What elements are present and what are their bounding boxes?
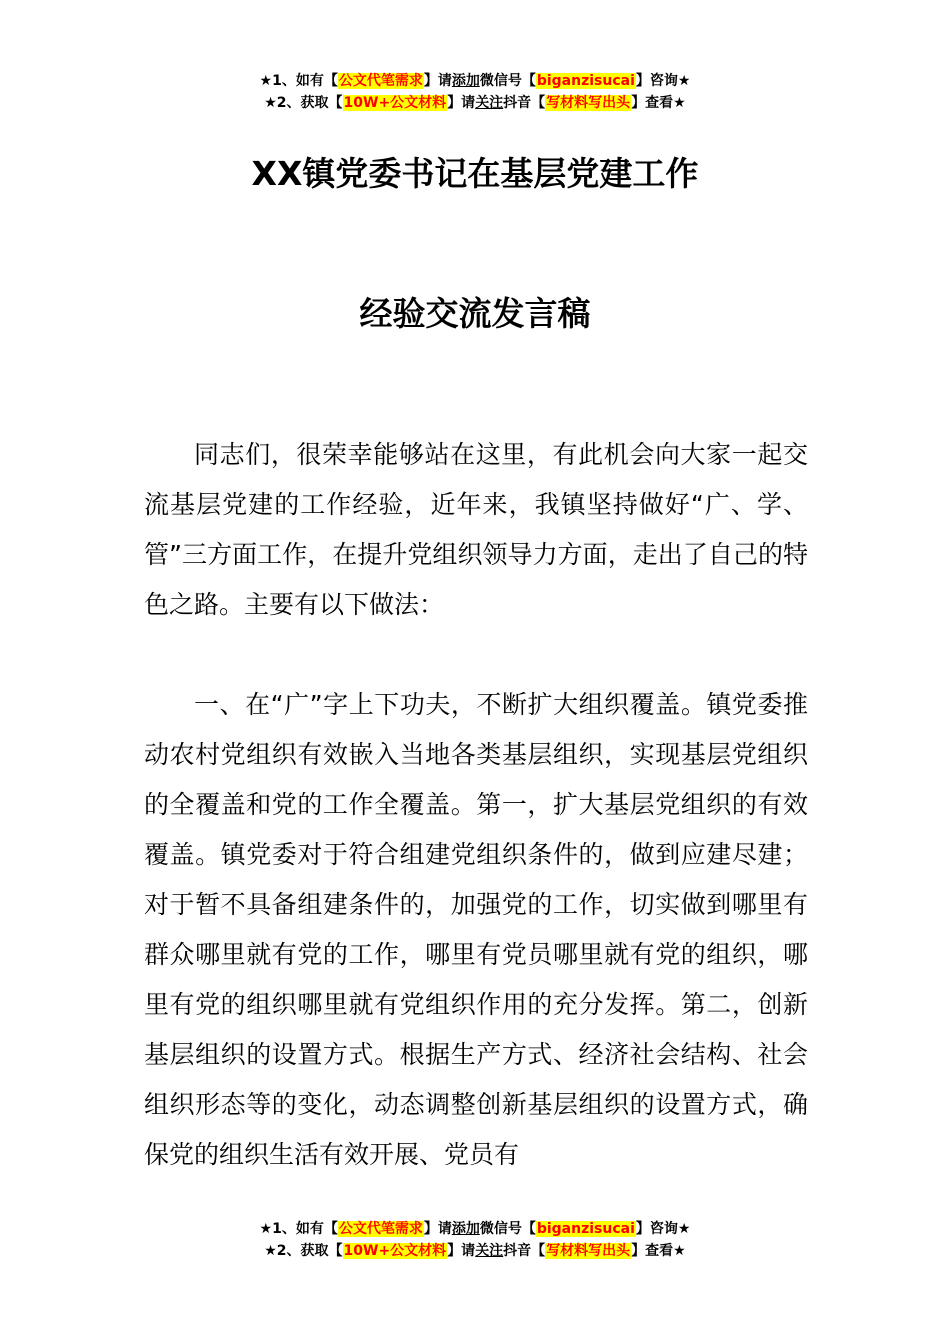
banner-text: 】请	[423, 1221, 452, 1237]
banner-text: 】查看★	[631, 95, 686, 111]
top-banner	[0, 70, 950, 114]
banner-highlight: biganzisucai	[536, 73, 635, 89]
banner-text: 】咨询★	[635, 73, 691, 89]
document-title-line-2: 经验交流发言稿	[359, 294, 591, 333]
banner-highlight: 写材料写出头	[546, 95, 631, 111]
banner-line-1	[0, 1218, 950, 1240]
banner-text: ★2、获取【	[264, 95, 343, 111]
banner-underlined-text: 添加	[451, 73, 480, 89]
banner-highlight: 10W+公文材料	[343, 95, 447, 111]
banner-text: 微信号【	[479, 73, 536, 89]
banner-underlined-text: 关注	[475, 1243, 504, 1259]
banner-text: 抖音【	[503, 95, 546, 111]
banner-highlight: biganzisucai	[536, 1221, 635, 1237]
banner-text: 抖音【	[503, 1243, 546, 1259]
banner-text: ★1、如有【	[259, 73, 338, 89]
bottom-banner	[0, 1218, 950, 1262]
banner-underlined-text: 添加	[451, 1221, 480, 1237]
banner-highlight: 公文代笔需求	[338, 73, 423, 89]
document-title-line-1: XX镇党委书记在基层党建工作	[251, 154, 699, 193]
banner-underlined-text: 关注	[475, 95, 504, 111]
banner-line-1	[0, 70, 950, 92]
banner-line-2	[0, 1240, 950, 1262]
banner-text: 】请	[423, 73, 452, 89]
body-paragraph-2: 一、在“广”字上下功夫，不断扩大组织覆盖。镇党委推动农村党组织有效嵌入当地各类基层组织，实现基层党组织的全覆盖和党的工作全覆盖。第一，扩大基层党组织的有效覆盖。镇党委对于符合组建党组织条件的，做到应建尽建；对于暂不具备组建条件的，加强党的工作，切实做到哪里有群众哪里就有党的工作，哪里有党员哪里就有党的组织，哪里有党的组织哪里就有党组织作用的充分发挥。第二，创新基层组织的设置方式。根据生产方式、经济社会结构、社会组织形态等的变化，动态调整创新基层组织的设置方式，确保党的组织生活有效开展、党员有	[144, 690, 808, 1169]
banner-text: 微信号【	[479, 1221, 536, 1237]
banner-text: 】请	[447, 95, 476, 111]
banner-highlight: 10W+公文材料	[343, 1243, 447, 1259]
banner-highlight: 写材料写出头	[546, 1243, 631, 1259]
banner-text: ★1、如有【	[259, 1221, 338, 1237]
banner-highlight: 公文代笔需求	[338, 1221, 423, 1237]
banner-text: ★2、获取【	[264, 1243, 343, 1259]
body-paragraph-1: 同志们，很荣幸能够站在这里，有此机会向大家一起交流基层党建的工作经验，近年来，我镇坚持做好“广、学、管”三方面工作，在提升党组织领导力方面，走出了自己的特色之路。主要有以下做法：	[144, 440, 808, 619]
banner-text: 】查看★	[631, 1243, 686, 1259]
banner-text: 】咨询★	[635, 1221, 691, 1237]
banner-text: 】请	[447, 1243, 476, 1259]
banner-line-2	[0, 92, 950, 114]
